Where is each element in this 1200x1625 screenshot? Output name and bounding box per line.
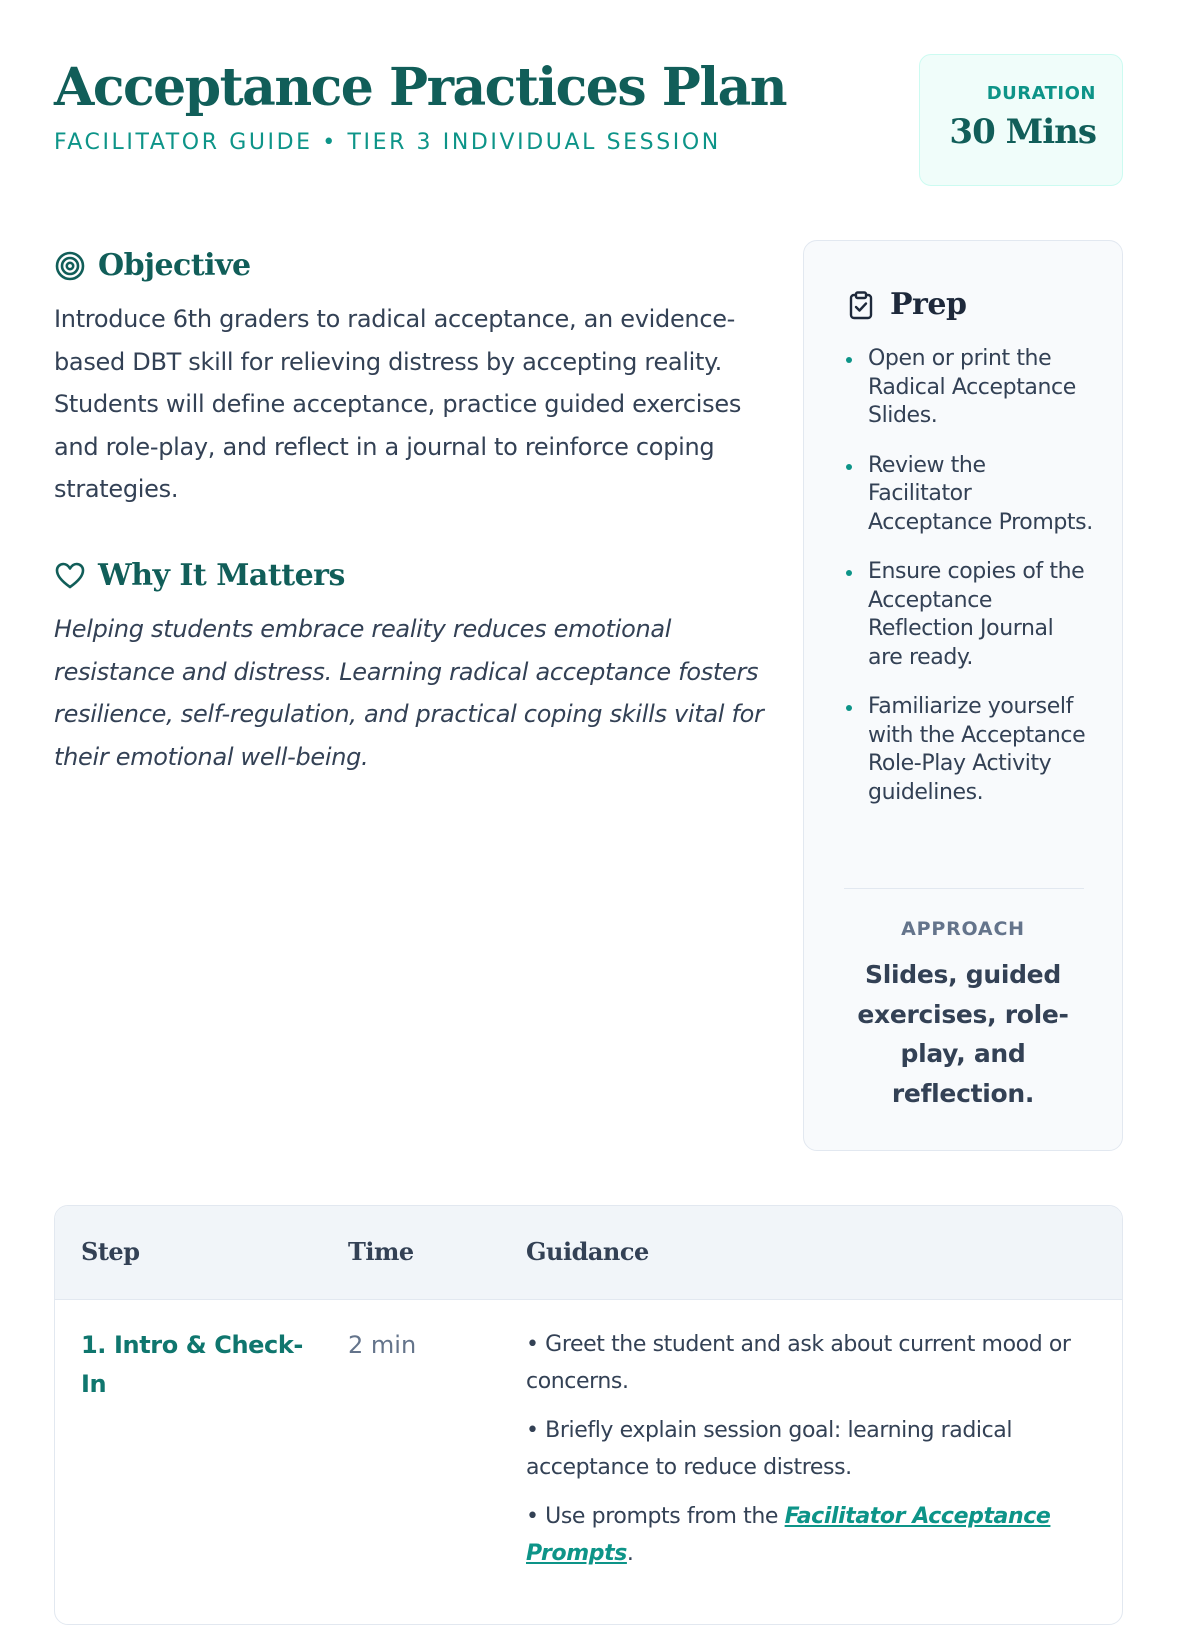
facilitator-prompts-link[interactable]: Facilitator Acceptance Prompts [526,1504,1051,1566]
table-header-row [55,1206,1122,1300]
prep-divider [844,888,1084,889]
guidance-link-suffix: . [626,1541,634,1566]
column-header-time: Time [348,1237,414,1266]
column-header-guidance: Guidance [526,1237,649,1266]
page-subtitle: FACILITATOR GUIDE • TIER 3 INDIVIDUAL SESSION [54,130,721,155]
prep-item: Review the Facilitator Acceptance Prompts. [846,452,1094,538]
time-cell: 2 min [348,1331,417,1359]
prep-list [846,345,1094,828]
approach-label: APPROACH [901,918,1025,940]
approach-text: Slides, guided exercises, role-play, and reflection. [857,960,1069,1108]
step-cell: 1. Intro & Check-In [81,1331,303,1398]
prep-item: Familiarize yourself with the Acceptance Role-Play Activity guidelines. [846,693,1094,807]
guidance-item [526,1498,1106,1572]
duration-badge [919,54,1123,186]
prep-item: Ensure copies of the Acceptance Reflection Journal are ready. [846,558,1094,672]
why-heading [54,556,345,596]
page-title: Acceptance Practices Plan [54,57,787,118]
duration-label: DURATION [986,83,1096,104]
column-header-step: Step [81,1237,140,1266]
clipboard-check-icon [846,290,876,320]
prep-item: Open or print the Radical Acceptance Slides. [846,345,1094,431]
session-steps-table [54,1205,1123,1625]
prep-card [803,240,1123,1151]
objective-text: Introduce 6th graders to radical acceptance, an evidence-based DBT skill for relieving distress by accepting reality. Students will define acceptance, practice guided exercises and role-play, and reflect in a journal to reinforce coping strategies. [54,305,742,503]
why-text: Helping students embrace reality reduces emotional resistance and distress. Learning radical acceptance fosters resilience, self-regulation, and practical coping skills vital for their emotional well-being. [54,615,764,771]
objective-heading [54,246,251,286]
prep-heading [846,285,966,325]
guidance-item: • Greet the student and ask about current mood or concerns. [526,1326,1106,1400]
why-heading-label: Why It Matters [98,558,345,593]
objective-heading-label: Objective [98,248,251,283]
prep-heading-label: Prep [890,287,967,322]
guidance-cell [526,1326,1106,1584]
duration-value: 30 Mins [949,112,1096,152]
guidance-item: • Briefly explain session goal: learning radical acceptance to reduce distress. [526,1412,1106,1486]
guidance-link-prefix: Use prompts from the [545,1504,785,1529]
target-icon [54,250,86,282]
heart-icon [54,560,86,592]
